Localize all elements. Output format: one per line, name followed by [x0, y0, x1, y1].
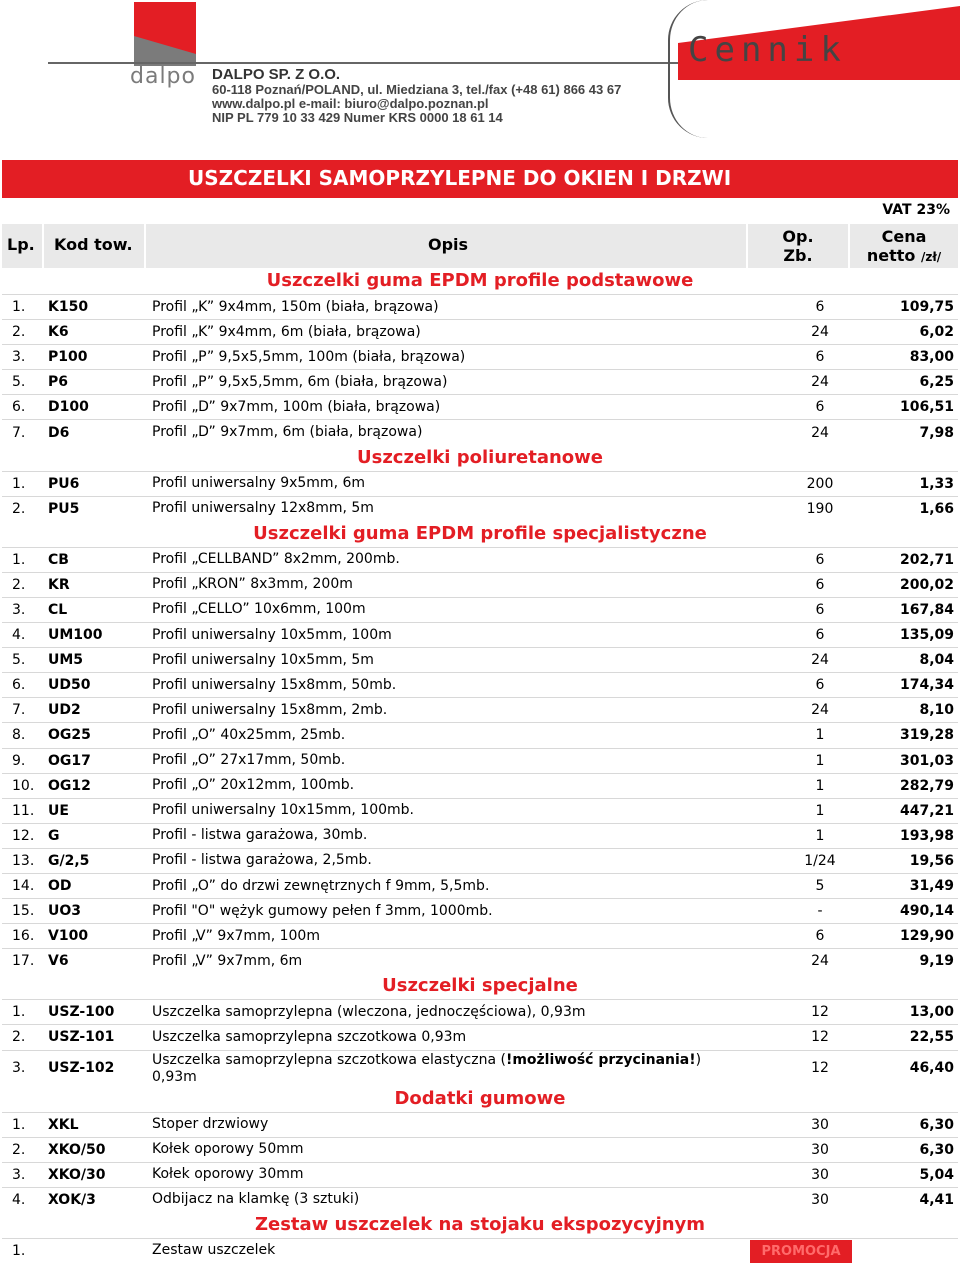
row-op: 24	[811, 652, 829, 669]
table-row	[2, 1238, 958, 1263]
row-kod: CB	[48, 551, 69, 568]
row-opis: Profil „P” 9,5x5,5mm, 6m (biała, brązowa)	[152, 373, 448, 390]
table-row	[2, 572, 958, 597]
row-kod: PU6	[48, 475, 80, 492]
table-row	[2, 1112, 958, 1137]
row-lp: 2.	[12, 576, 26, 593]
row-kod: XKO/50	[48, 1141, 106, 1158]
table-row	[2, 999, 958, 1024]
row-kod: CL	[48, 601, 68, 618]
row-op: 6	[815, 349, 825, 366]
table-row	[2, 1137, 958, 1162]
row-opis: Profil uniwersalny 9x5mm, 6m	[152, 475, 366, 492]
section-title: Zestaw uszczelek na stojaku ekspozycyjnym	[254, 1213, 706, 1235]
table-row	[2, 597, 958, 622]
row-opis: Profil „D” 9x7mm, 100m (biała, brązowa)	[152, 398, 441, 415]
row-opis: Profil „KRON” 8x3mm, 200m	[152, 576, 353, 593]
row-kod: P100	[48, 349, 88, 366]
row-op: 12	[811, 1004, 829, 1021]
row-cena: 109,75	[899, 299, 954, 316]
cennik-title: Cennik	[688, 30, 847, 70]
table-row	[2, 1024, 958, 1049]
row-op: 30	[811, 1166, 829, 1183]
section-title: Uszczelki guma EPDM profile podstawowe	[266, 270, 694, 291]
col-cena-unit: /zł/	[920, 250, 942, 264]
row-cena: 282,79	[899, 777, 954, 794]
page-header	[0, 0, 960, 160]
table-row	[2, 1187, 958, 1212]
row-cena: 83,00	[909, 349, 954, 366]
row-lp: 5.	[12, 374, 26, 391]
row-opis: Profil „CELLO” 10x6mm, 100m	[152, 601, 366, 618]
col-opis: Opis	[146, 224, 746, 268]
row-cena: 6,02	[919, 324, 954, 341]
col-cena	[850, 224, 958, 268]
row-op: 6	[815, 928, 825, 945]
row-op: 24	[811, 702, 829, 719]
table-row	[2, 471, 958, 496]
row-kod: XOK/3	[48, 1191, 96, 1208]
col-op-line2: Zb.	[783, 246, 813, 265]
row-kod: UM100	[48, 627, 103, 644]
row-lp: 3.	[12, 1166, 26, 1183]
dalpo-logo	[130, 2, 200, 94]
row-lp: 8.	[12, 727, 26, 744]
page-title: USZCZELKI SAMOPRZYLEPNE DO OKIEN I DRZWI	[188, 166, 732, 190]
row-op: 24	[811, 424, 829, 441]
row-lp: 3.	[12, 601, 26, 618]
row-kod: OD	[48, 878, 72, 895]
row-cena: 19,56	[909, 852, 954, 869]
row-lp: 14.	[12, 878, 35, 895]
logo-text: dalpo	[130, 64, 196, 89]
row-lp: 4.	[12, 627, 26, 644]
row-cena: 46,40	[909, 1060, 954, 1077]
section-title: Uszczelki guma EPDM profile specjalistyczne	[253, 522, 707, 544]
row-cena: 6,30	[919, 1116, 954, 1133]
row-kod: UM5	[48, 652, 84, 669]
row-opis: Profil „CELLBAND” 8x2mm, 200mb.	[152, 551, 400, 568]
table-row	[2, 369, 958, 394]
row-opis-highlight: !możliwość przycinania!	[505, 1051, 696, 1068]
row-opis: Profil „O” 27x17mm, 50mb.	[152, 752, 346, 769]
row-kod: PU5	[48, 500, 80, 517]
table-row	[2, 319, 958, 344]
row-cena: 135,09	[899, 627, 954, 644]
row-lp: 2.	[12, 1141, 26, 1158]
row-cena: 447,21	[899, 802, 954, 819]
row-lp: 2.	[12, 1029, 26, 1046]
row-kod: UD2	[48, 702, 81, 719]
row-op: 1	[815, 777, 825, 794]
row-cena: 1,33	[919, 475, 954, 492]
row-cena: 490,14	[899, 903, 954, 920]
row-kod: V6	[48, 953, 69, 970]
row-opis: Profil „P” 9,5x5,5mm, 100m (biała, brązowa)	[152, 348, 466, 365]
price-table	[2, 268, 958, 1263]
row-op: 12	[811, 1060, 829, 1077]
row-op: 6	[815, 299, 825, 316]
row-lp: 4.	[12, 1191, 26, 1208]
col-op	[748, 224, 848, 268]
row-opis: Kołek oporowy 30mm	[152, 1166, 304, 1183]
table-row	[2, 622, 958, 647]
row-op: 1	[815, 727, 825, 744]
col-lp: Lp.	[2, 224, 42, 268]
company-nip-krs: NIP PL 779 10 33 429 Numer KRS 0000 18 61 14	[212, 110, 503, 125]
row-cena: 200,02	[899, 576, 954, 593]
row-kod	[48, 1239, 148, 1263]
row-cena: 7,98	[919, 424, 954, 441]
row-opis: Profil „V” 9x7mm, 6m	[152, 952, 303, 969]
row-lp: 10.	[12, 777, 35, 794]
row-kod: UE	[48, 802, 69, 819]
row-cena: 8,10	[919, 702, 954, 719]
row-lp: 6.	[12, 677, 26, 694]
col-cena-netto: netto	[866, 246, 916, 265]
row-kod: KR	[48, 576, 70, 593]
row-lp: 3.	[12, 1060, 26, 1077]
row-cena: 167,84	[899, 601, 954, 618]
table-row	[2, 773, 958, 798]
row-opis: Stoper drzwiowy	[152, 1116, 269, 1133]
row-opis: Profil uniwersalny 12x8mm, 5m	[152, 500, 374, 517]
row-lp: 16.	[12, 928, 35, 945]
table-row	[2, 294, 958, 319]
section-title: Uszczelki poliuretanowe	[357, 446, 603, 468]
row-opis: Profil „V” 9x7mm, 100m	[152, 927, 320, 944]
row-lp: 1.	[12, 1004, 26, 1021]
row-op: 12	[811, 1029, 829, 1046]
table-row	[2, 923, 958, 948]
table-row	[2, 419, 958, 444]
row-lp: 13.	[12, 852, 35, 869]
row-opis: Profil „O” 20x12mm, 100mb.	[152, 777, 355, 794]
promo-label: PROMOCJA	[761, 1243, 841, 1259]
row-lp: 1.	[12, 475, 26, 492]
row-op: 6	[815, 551, 825, 568]
row-lp: 11.	[12, 802, 35, 819]
col-cena-line2	[850, 246, 958, 267]
row-opis: Profil „O” do drzwi zewnętrznych f 9mm, 5,5mb.	[152, 877, 490, 894]
row-cena	[862, 1239, 954, 1263]
row-op: 30	[811, 1141, 829, 1158]
row-lp: 1.	[12, 1242, 26, 1259]
section-title: Uszczelki specjalne	[382, 975, 578, 997]
row-lp: 2.	[12, 324, 26, 341]
row-kod: V100	[48, 928, 89, 945]
table-row	[2, 344, 958, 369]
row-kod: XKO/30	[48, 1166, 106, 1183]
row-op: 24	[811, 953, 829, 970]
row-cena: 4,41	[919, 1191, 954, 1208]
row-lp: 3.	[12, 349, 26, 366]
row-op: 6	[815, 399, 825, 416]
row-opis: Profil uniwersalny 10x15mm, 100mb.	[152, 802, 414, 819]
row-op: 24	[811, 374, 829, 391]
company-web-email: www.dalpo.pl e-mail: biuro@dalpo.poznan.pl	[212, 96, 489, 111]
table-row	[2, 697, 958, 722]
row-op: 30	[811, 1191, 829, 1208]
row-opis: Profil „K” 9x4mm, 6m (biała, brązowa)	[152, 323, 421, 340]
row-op: 1	[815, 802, 825, 819]
row-kod: USZ-100	[48, 1004, 115, 1021]
row-cena: 174,34	[899, 677, 954, 694]
table-row	[2, 948, 958, 973]
row-opis-after: )	[695, 1051, 702, 1068]
table-row	[2, 898, 958, 923]
table-row	[2, 1050, 958, 1086]
row-kod: K150	[48, 299, 89, 316]
row-cena: 129,90	[899, 928, 954, 945]
row-kod: G/2,5	[48, 852, 90, 869]
table-row	[2, 647, 958, 672]
row-op: 5	[815, 878, 825, 895]
row-opis: Kołek oporowy 50mm	[152, 1141, 304, 1158]
row-cena: 193,98	[899, 827, 954, 844]
row-cena: 301,03	[899, 752, 954, 769]
row-kod: OG25	[48, 727, 91, 744]
table-row	[2, 672, 958, 697]
row-op: 1	[815, 827, 825, 844]
row-op: 1/24	[804, 852, 836, 869]
row-opis: Profil „D” 9x7mm, 6m (biała, brązowa)	[152, 424, 423, 441]
table-row	[2, 873, 958, 898]
row-lp: 15.	[12, 903, 35, 920]
row-op: 200	[806, 475, 834, 492]
table-row	[2, 848, 958, 873]
table-row	[2, 1162, 958, 1187]
col-op-line1: Op.	[782, 227, 814, 246]
row-cena: 202,71	[899, 551, 954, 568]
section-title: Dodatki gumowe	[394, 1087, 566, 1109]
vat-label: VAT 23%	[882, 202, 950, 218]
row-op: 6	[815, 627, 825, 644]
row-opis: Profil „O” 40x25mm, 25mb.	[152, 726, 346, 743]
row-op: -	[817, 903, 823, 920]
row-opis: Profil - listwa garażowa, 30mb.	[152, 827, 368, 844]
header-divider	[48, 62, 678, 64]
row-op: 6	[815, 576, 825, 593]
row-lp: 17.	[12, 953, 35, 970]
col-kod: Kod tow.	[44, 224, 144, 268]
row-cena: 6,30	[919, 1141, 954, 1158]
row-lp: 5.	[12, 652, 26, 669]
row-lp: 1.	[12, 551, 26, 568]
row-kod: OG12	[48, 777, 91, 794]
row-lp: 1.	[12, 1116, 26, 1133]
col-cena-line1: Cena	[881, 227, 927, 246]
row-op: 1	[815, 752, 825, 769]
row-opis-line2: 0,93m	[152, 1068, 197, 1085]
row-cena: 13,00	[909, 1004, 954, 1021]
row-lp: 1.	[12, 299, 26, 316]
title-bar	[2, 160, 958, 198]
row-opis: Odbijacz na klamkę (3 sztuki)	[152, 1191, 360, 1208]
row-op: 30	[811, 1116, 829, 1133]
row-opis: Profil „K” 9x4mm, 150m (biała, brązowa)	[152, 298, 439, 315]
row-kod: K6	[48, 324, 69, 341]
company-address: 60-118 Poznań/POLAND, ul. Miedziana 3, tel./fax (+48 61) 866 43 67	[212, 82, 622, 97]
company-info	[212, 66, 621, 125]
row-opis: Profil "O" wężyk gumowy pełen f 3mm, 1000mb.	[152, 902, 493, 919]
row-op: 6	[815, 601, 825, 618]
row-opis	[152, 1051, 772, 1086]
row-kod: OG17	[48, 752, 91, 769]
row-cena: 22,55	[909, 1029, 954, 1046]
row-opis: Uszczelka samoprzylepna szczotkowa 0,93m	[152, 1028, 467, 1045]
row-kod: P6	[48, 374, 69, 391]
row-lp: 7.	[12, 424, 26, 441]
row-opis: Uszczelka samoprzylepna (wleczona, jednoczęściowa), 0,93m	[152, 1003, 586, 1020]
row-opis: Profil uniwersalny 15x8mm, 50mb.	[152, 676, 397, 693]
row-cena: 319,28	[899, 727, 954, 744]
row-opis: Zestaw uszczelek	[152, 1242, 276, 1259]
row-kod: D6	[48, 424, 70, 441]
row-kod: USZ-102	[48, 1060, 115, 1077]
row-cena: 1,66	[919, 500, 954, 517]
table-row	[2, 722, 958, 747]
row-cena: 5,04	[919, 1166, 954, 1183]
row-opis: Profil uniwersalny 15x8mm, 2mb.	[152, 701, 388, 718]
table-row	[2, 496, 958, 521]
table-row	[2, 823, 958, 848]
row-cena: 106,51	[899, 399, 954, 416]
row-op: 24	[811, 324, 829, 341]
table-row	[2, 798, 958, 823]
table-row	[2, 748, 958, 773]
row-opis: Profil uniwersalny 10x5mm, 5m	[152, 651, 374, 668]
row-lp: 2.	[12, 500, 26, 517]
row-kod: XKL	[48, 1116, 79, 1133]
row-cena: 8,04	[919, 652, 954, 669]
row-lp: 6.	[12, 399, 26, 416]
row-cena: 9,19	[919, 953, 954, 970]
row-kod: USZ-101	[48, 1029, 115, 1046]
row-lp: 7.	[12, 702, 26, 719]
promo-badge	[750, 1240, 852, 1263]
table-row	[2, 394, 958, 419]
row-opis-text: Uszczelka samoprzylepna szczotkowa elastyczna (	[152, 1051, 506, 1068]
row-op: 190	[806, 500, 834, 517]
row-cena: 31,49	[909, 878, 954, 895]
row-op: 6	[815, 677, 825, 694]
row-kod: UO3	[48, 903, 82, 920]
row-kod: G	[48, 827, 60, 844]
row-opis: Profil - listwa garażowa, 2,5mb.	[152, 852, 372, 869]
row-lp: 9.	[12, 752, 26, 769]
row-kod: UD50	[48, 677, 91, 694]
table-row	[2, 547, 958, 572]
row-cena: 6,25	[919, 374, 954, 391]
row-kod: D100	[48, 399, 89, 416]
row-opis: Profil uniwersalny 10x5mm, 100m	[152, 626, 392, 643]
row-lp: 12.	[12, 827, 35, 844]
company-name: DALPO SP. Z O.O.	[212, 66, 341, 83]
